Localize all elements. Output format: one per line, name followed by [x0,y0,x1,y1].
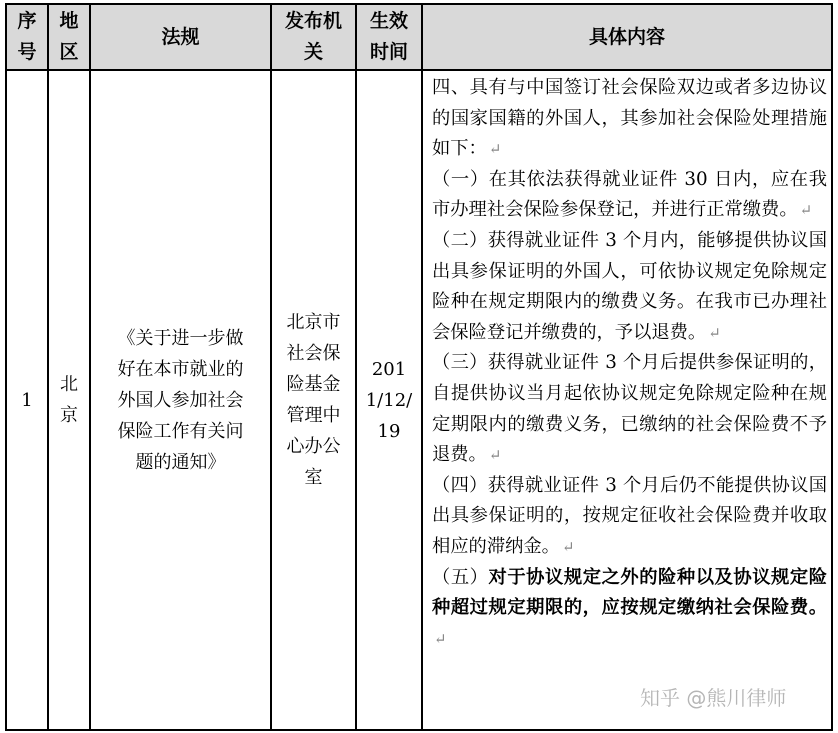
cell-issuer: 北京市社会保险基金管理中心办公室 [271,70,356,730]
cell-effective: 2011/12/19 [356,70,422,730]
content-paragraph: 四、具有与中国签订社会保险双边或者多边协议的国家国籍的外国人，其参加社会保险处理措施如下： ↵ [432,77,827,160]
table-row [6,70,832,730]
content-paragraph: （三）获得就业证件 3 个月后提供参保证明的，自提供协议当月起依协议规定免除规定险种在规定期限内的缴费义务，已缴纳的社会保险费不予退费。 ↵ [432,352,827,466]
header-effective: 生效时间 [356,4,422,70]
content-paragraph: （二）获得就业证件 3 个月内，能够提供协议国出具参保证明的外国人，可依协议规定免除规定险种在规定期限内的缴费义务。在我市已办理社会保险登记并缴费的，予以退费。 ↵ [432,229,827,343]
header-seq: 序号 [6,4,48,70]
cell-content [422,70,832,730]
header-region: 地区 [48,4,90,70]
cell-seq: 1 [6,70,48,730]
header-row [6,4,832,70]
cell-regulation: 《关于进一步做好在本市就业的外国人参加社会保险工作有关问题的通知》 [90,70,271,730]
header-content: 具体内容 [422,4,832,70]
cell-region: 北京 [48,70,90,730]
content-paragraph: （一）在其依法获得就业证件 30 日内，应在我市办理社会保险参保登记，并进行正常缴费。 ↵ [432,168,827,221]
watermark: 知乎 @熊川律师 [640,686,787,710]
regulation-table [5,3,833,731]
header-issuer: 发布机关 [271,4,356,70]
content-paragraph: （四）获得就业证件 3 个月后仍不能提供协议国出具参保证明的，按规定征收社会保险费并收取相应的滞纳金。 ↵ [432,474,827,557]
header-regulation: 法规 [90,4,271,70]
content-paragraph-bold: （五）对于协议规定之外的险种以及协议规定险种超过规定期限的，应按规定缴纳社会保险费。↵ [432,566,828,648]
